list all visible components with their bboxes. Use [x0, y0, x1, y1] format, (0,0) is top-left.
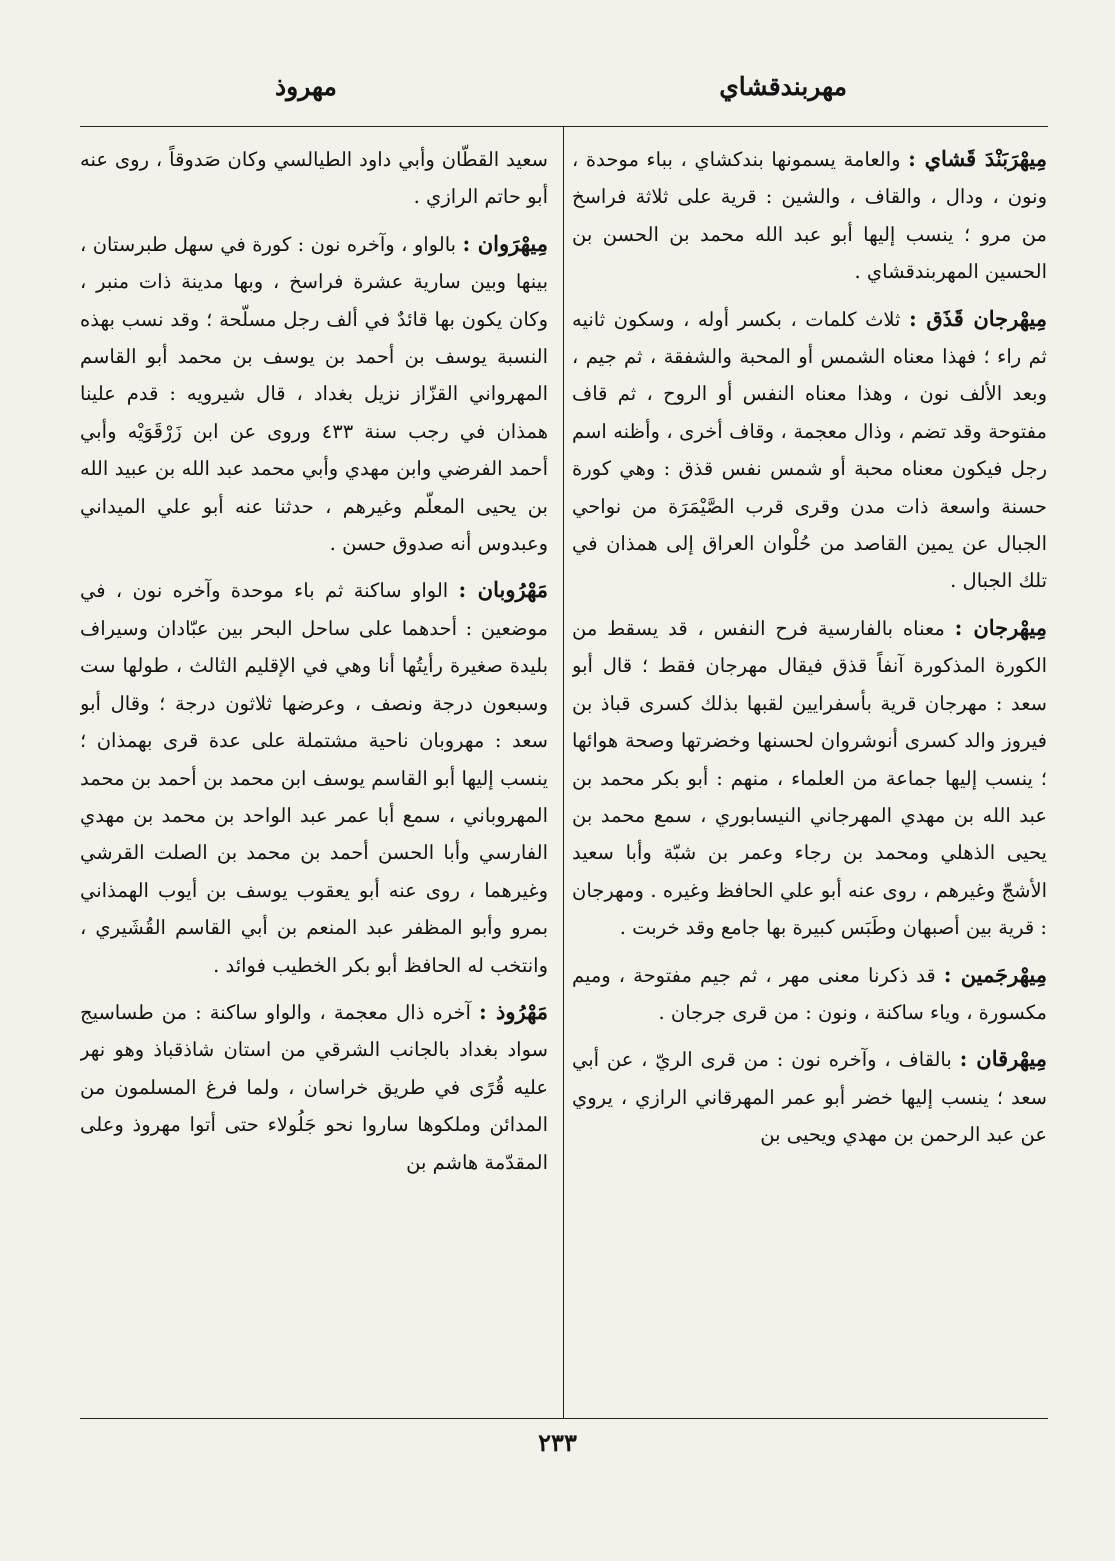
entry-text: الواو ساكنة ثم باء موحدة وآخره نون ، في موضعين : أحدهما على ساحل البحر بين عبّادان وسيراف بليدة صغيرة رأيتُها أنا وهي في الإقليم الثالث ، طولها ست وسبعون درجة ونصف ، وعرضها ثلاثون درجة ؛ وقال أبو سعد : مهروبان ناحية مشتملة على عدة قرى بهمذان ؛ ينسب إليها أبو القاسم يوسف ابن محمد بن أحمد بن محمد المهروباني ، سمع أبا عمر عبد الواحد بن محمد بن مهدي الفارسي وأبا الحسن أحمد بن محمد بن الصلت القرشي وغيرهما ، روى عنه أبو يعقوب يوسف بن أيوب الهمذاني بمرو وأبو المظفر عبد المنعم بن أبي القاسم القُشَيري ، وانتخب له الحافظ أبو بكر الخطيب فوائد . — [80, 579, 548, 977]
entry-headword: مَهْرُوبان : — [458, 577, 548, 603]
entry-text: ثلاث كلمات ، بكسر أوله ، وسكون ثانيه ثم راء ؛ فهذا معناه الشمس أو المحبة والشفقة ، ثم جيم ، وبعد الألف نون ، وهذا معناه النفس أو الروح ، ثم قاف مفتوحة وقد تضم ، وذال معجمة ، وقاف أخرى ، وأظنه اسم رجل فيكون معناه محبة أو شمس نفس قذق : وهي كورة حسنة واسعة ذات مدن وقرى قرب الصَّيْمَرَة من نواحي الجبال عن يمين القاصد من حُلْوان العراق إلى همذان في تلك الجبال . — [572, 307, 1047, 593]
entry — [80, 993, 548, 1181]
entry — [572, 140, 1047, 291]
entry-text: بالقاف ، وآخره نون : من قرى الريّ ، عن أبي سعد ؛ ينسب إليها خضر أبو عمر المهرقاني الرازي ، يروي عن عبد الرحمن بن مهدي ويحيى بن — [572, 1048, 1047, 1147]
entry-text: والعامة يسمونها بندكشاي ، بباء موحدة ، ونون ، ودال ، والقاف ، والشين : قرية على ثلاثة فراسخ من مرو ؛ ينسب إليها أبو عبد الله محمد بن الحسن بن الحسين المهربندقشاي . — [572, 148, 1047, 284]
left-column — [80, 140, 548, 1408]
column-divider — [563, 126, 564, 1418]
bottom-rule — [80, 1418, 1048, 1419]
entry-text: معناه بالفارسية فرح النفس ، قد يسقط من الكورة المذكورة آنفاً قذق فيقال مهرجان فقط ؛ قال أبو سعد : مهرجان قرية بأسفرايين لقبها بذلك كسرى قباذ بن فيروز والد كسرى أنوشروان لحسنها وخضرتها وصحة هوائها ؛ ينسب إليها جماعة من العلماء ، منهم : أبو بكر محمد بن عبد الله بن مهدي المهرجاني النيسابوري ، سمع محمد بن يحيى الذهلي ومحمد بن رجاء وعمر بن شبّة وأبا سعيد الأشجّ وغيرهم ، روى عنه أبو علي الحافظ وغيره . ومهرجان : قرية بين أصبهان وطَبَس كبيرة بها جامع وقد خربت . — [572, 616, 1047, 940]
entry — [80, 571, 548, 983]
running-header-left: مهروذ — [275, 72, 337, 101]
entry-headword: مِيهْرقان : — [959, 1046, 1047, 1072]
entry-text: آخره ذال معجمة ، والواو ساكنة : من طساسيج سواد بغداد بالجانب الشرقي من استان شاذقباذ وهو نهر عليه قُرًى في طريق خراسان ، ولما فرغ المسلمون من المدائن وملكوها ساروا نحو جَلُولاء حتى أتوا مهروذ وعلى المقدّمة هاشم بن — [80, 1000, 548, 1174]
entry — [572, 609, 1047, 947]
entry-headword: مِيهْرجَمين : — [943, 961, 1047, 987]
entry — [572, 300, 1047, 600]
entry-headword: مِيهْرَبَنْدَ قَشاي : — [908, 146, 1047, 171]
right-column — [572, 140, 1047, 1408]
entry-text: قد ذكرنا معنى مهر ، ثم جيم مفتوحة ، وميم مكسورة ، وياء ساكنة ، ونون : من قرى جرجان . — [572, 963, 1047, 1024]
entry-headword: مِيهْرجان : — [954, 614, 1047, 640]
entry-headword: مَهْرُوذ : — [479, 998, 548, 1024]
entry-text: بالواو ، وآخره نون : كورة في سهل طبرستان ، بينها وبين سارية عشرة فراسخ ، وبها مدينة ذات منبر ، وكان يكون بها قائدٌ في ألف رجل مسلّحة ؛ وقد نسب بهذه النسبة يوسف بن أحمد بن يوسف بن محمد أبو القاسم المهرواني القزّاز نزيل بغداد ، قال شيرويه : قدم علينا همذان في رجب سنة ٤٣٣ وروى عن ابن زَرْقَوَيْه وأبي أحمد الفرضي وابن مهدي وأبي محمد عبد الله بن عبيد الله بن يحيى المعلّم وغيرهم ، حدثنا عنه أبو علي الميداني وعبدوس أنه صدوق حسن . — [80, 232, 548, 556]
entry-text: سعيد القطّان وأبي داود الطيالسي وكان صَدوقاً ، روى عنه أبو حاتم الرازي . — [80, 148, 548, 209]
entry — [80, 225, 548, 563]
entry — [572, 956, 1047, 1032]
page-number: ٢٣٣ — [538, 1428, 577, 1457]
entry-headword: مِيهْرَوان : — [462, 230, 548, 256]
entry-headword: مِيهْرجان قَذَق : — [909, 305, 1047, 331]
entry-continuation — [80, 140, 548, 216]
entry — [572, 1040, 1047, 1153]
top-rule — [80, 126, 1048, 127]
running-header-right: مهربندقشاي — [719, 72, 847, 101]
